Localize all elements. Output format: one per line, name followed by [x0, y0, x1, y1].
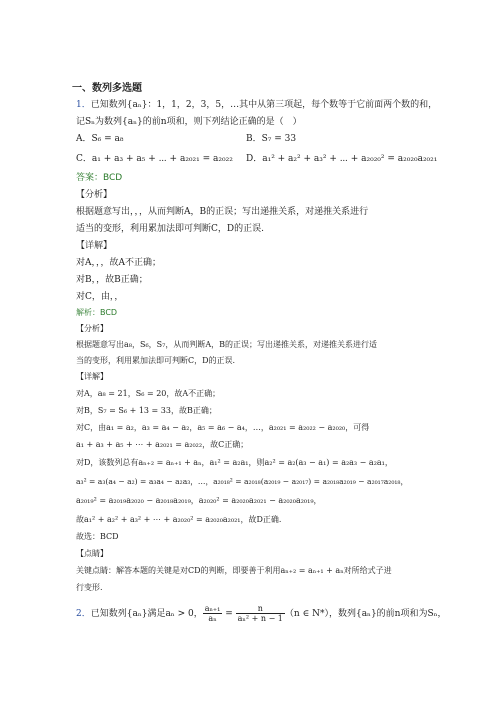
- question-2-text-b: （n ∈ N*），数列{aₙ}的前n项和为Sₙ，: [284, 609, 447, 619]
- option-d: D．a₁² + a₂² + a₃² + ⋯ + a₂₀₂₀² = a₂₀₂₀a₂₀₂₁: [246, 154, 438, 164]
- fraction-rhs-numerator: n: [236, 604, 285, 614]
- analysis-line-1: 根据题意写出，，，从而判断A，B的正误；写出递推关系，对递推关系进行: [76, 207, 369, 217]
- option-a: A．S₆ = a₈: [76, 134, 124, 144]
- question-1-stem-line-2: 记Sₙ为数列{aₙ}的前n项和，则下列结论正确的是（ ）: [76, 117, 302, 127]
- detail-2-line-7: a₂₀₁₉² = a₂₀₁₉a₂₀₂₀ − a₂₀₁₈a₂₀₁₉，a₂₀₂₀² = a₂₀₂₀a₂₀₂₁ − a₂₀₂₀a₂₀₁₉，: [76, 496, 322, 505]
- detail-2-line-4: a₁ + a₃ + a₅ + ⋯ + a₂₀₂₁ = a₂₀₂₂，故C正确；: [76, 440, 249, 449]
- fraction-ratio-denominator: aₙ: [208, 614, 217, 623]
- detail-2-line-6: a₃² = a₃(a₄ − a₂) = a₃a₄ − a₂a₃，…，a₂₀₁₈² = a₂₀₁₈(a₂₀₁₉ − a₂₀₁₇) = a₂₀₁₈a₂₀₁₉ − a₂₀₁₇a₂₀₁₈，: [76, 477, 409, 486]
- question-1-line-1: [76, 99, 437, 111]
- option-c: C．a₁ + a₃ + a₅ + ⋯ + a₂₀₂₁ = a₂₀₂₂: [76, 154, 233, 164]
- detail-2-line-8: 故a₁² + a₂² + a₃² + ⋯ + a₂₀₂₀² = a₂₀₂₀a₂₀₂₁，故D正确.: [76, 515, 282, 524]
- equals-sign: =: [222, 609, 236, 619]
- detail-2-line-2: 对B，S₇ = S₆ + 13 = 33，故B正确；: [76, 406, 217, 415]
- detail-2-line-5: 对D，该数列总有aₙ₊₂ = aₙ₊₁ + aₙ，a₁² = a₂a₁，则a₂² = a₂(a₃ − a₁) = a₂a₃ − a₂a₁，: [76, 458, 393, 467]
- fraction-ratio: [203, 604, 223, 623]
- question-2-text-a: 已知数列{aₙ}满足aₙ > 0，: [90, 609, 203, 619]
- option-b: B．S₇ = 33: [246, 134, 297, 144]
- remark-line-2: 行变形.: [76, 583, 103, 592]
- remark-line-1: 关键点睛：解答本题的关键是对CD的判断，即要善于利用aₙ₊₂ = aₙ₊₁ + aₙ对所给式子进: [76, 566, 392, 575]
- analysis-line-2: 适当的变形，利用累加法即可判断C，D的正误.: [76, 224, 264, 234]
- detail-line-c: 对C，由，，: [76, 292, 124, 302]
- question-1-stem-line-1: 已知数列{aₙ}：1，1，2，3，5，…其中从第三项起，每个数等于它前面两个数的和，: [90, 100, 438, 110]
- fraction-rhs: [236, 604, 285, 623]
- detail-heading: 【详解】: [76, 241, 113, 251]
- fraction-rhs-denominator: aₙ² + n − 1: [237, 614, 283, 623]
- remark-heading: 【点睛】: [76, 549, 108, 558]
- detail-line-b: 对B，，故B正确；: [76, 275, 148, 285]
- question-2-number: 2．: [76, 609, 91, 619]
- analysis-2-line-1: 根据题意写出a₈，S₆，S₇，从而判断A，B的正误；写出递推关系，对递推关系进行适: [76, 340, 378, 349]
- analysis-heading: 【分析】: [76, 190, 113, 200]
- choice-line: 故选：BCD: [76, 532, 119, 541]
- section-title: 一、数列多选题: [72, 83, 142, 94]
- detail-2-heading: 【详解】: [76, 372, 108, 381]
- parse-label: 解析：BCD: [76, 308, 118, 317]
- fraction-ratio-numerator: aₙ₊₁: [204, 604, 221, 613]
- detail-2-line-1: 对A，a₈ = 21，S₆ = 20，故A不正确；: [76, 389, 221, 398]
- question-1-number: 1．: [76, 100, 91, 110]
- detail-2-line-3: 对C，由a₁ = a₂，a₃ = a₄ − a₂，a₅ = a₆ − a₄，…，a₂₀₂₁ = a₂₀₂₂ − a₂₀₂₀，可得: [76, 423, 370, 432]
- detail-line-a: 对A，，，故A不正确；: [76, 258, 161, 268]
- question-2-line: [76, 604, 447, 623]
- answer-line: 答案：BCD: [76, 173, 123, 183]
- analysis-2-line-2: 当的变形，利用累加法即可判断C，D的正误.: [76, 356, 236, 365]
- analysis-2-heading: 【分析】: [76, 324, 108, 333]
